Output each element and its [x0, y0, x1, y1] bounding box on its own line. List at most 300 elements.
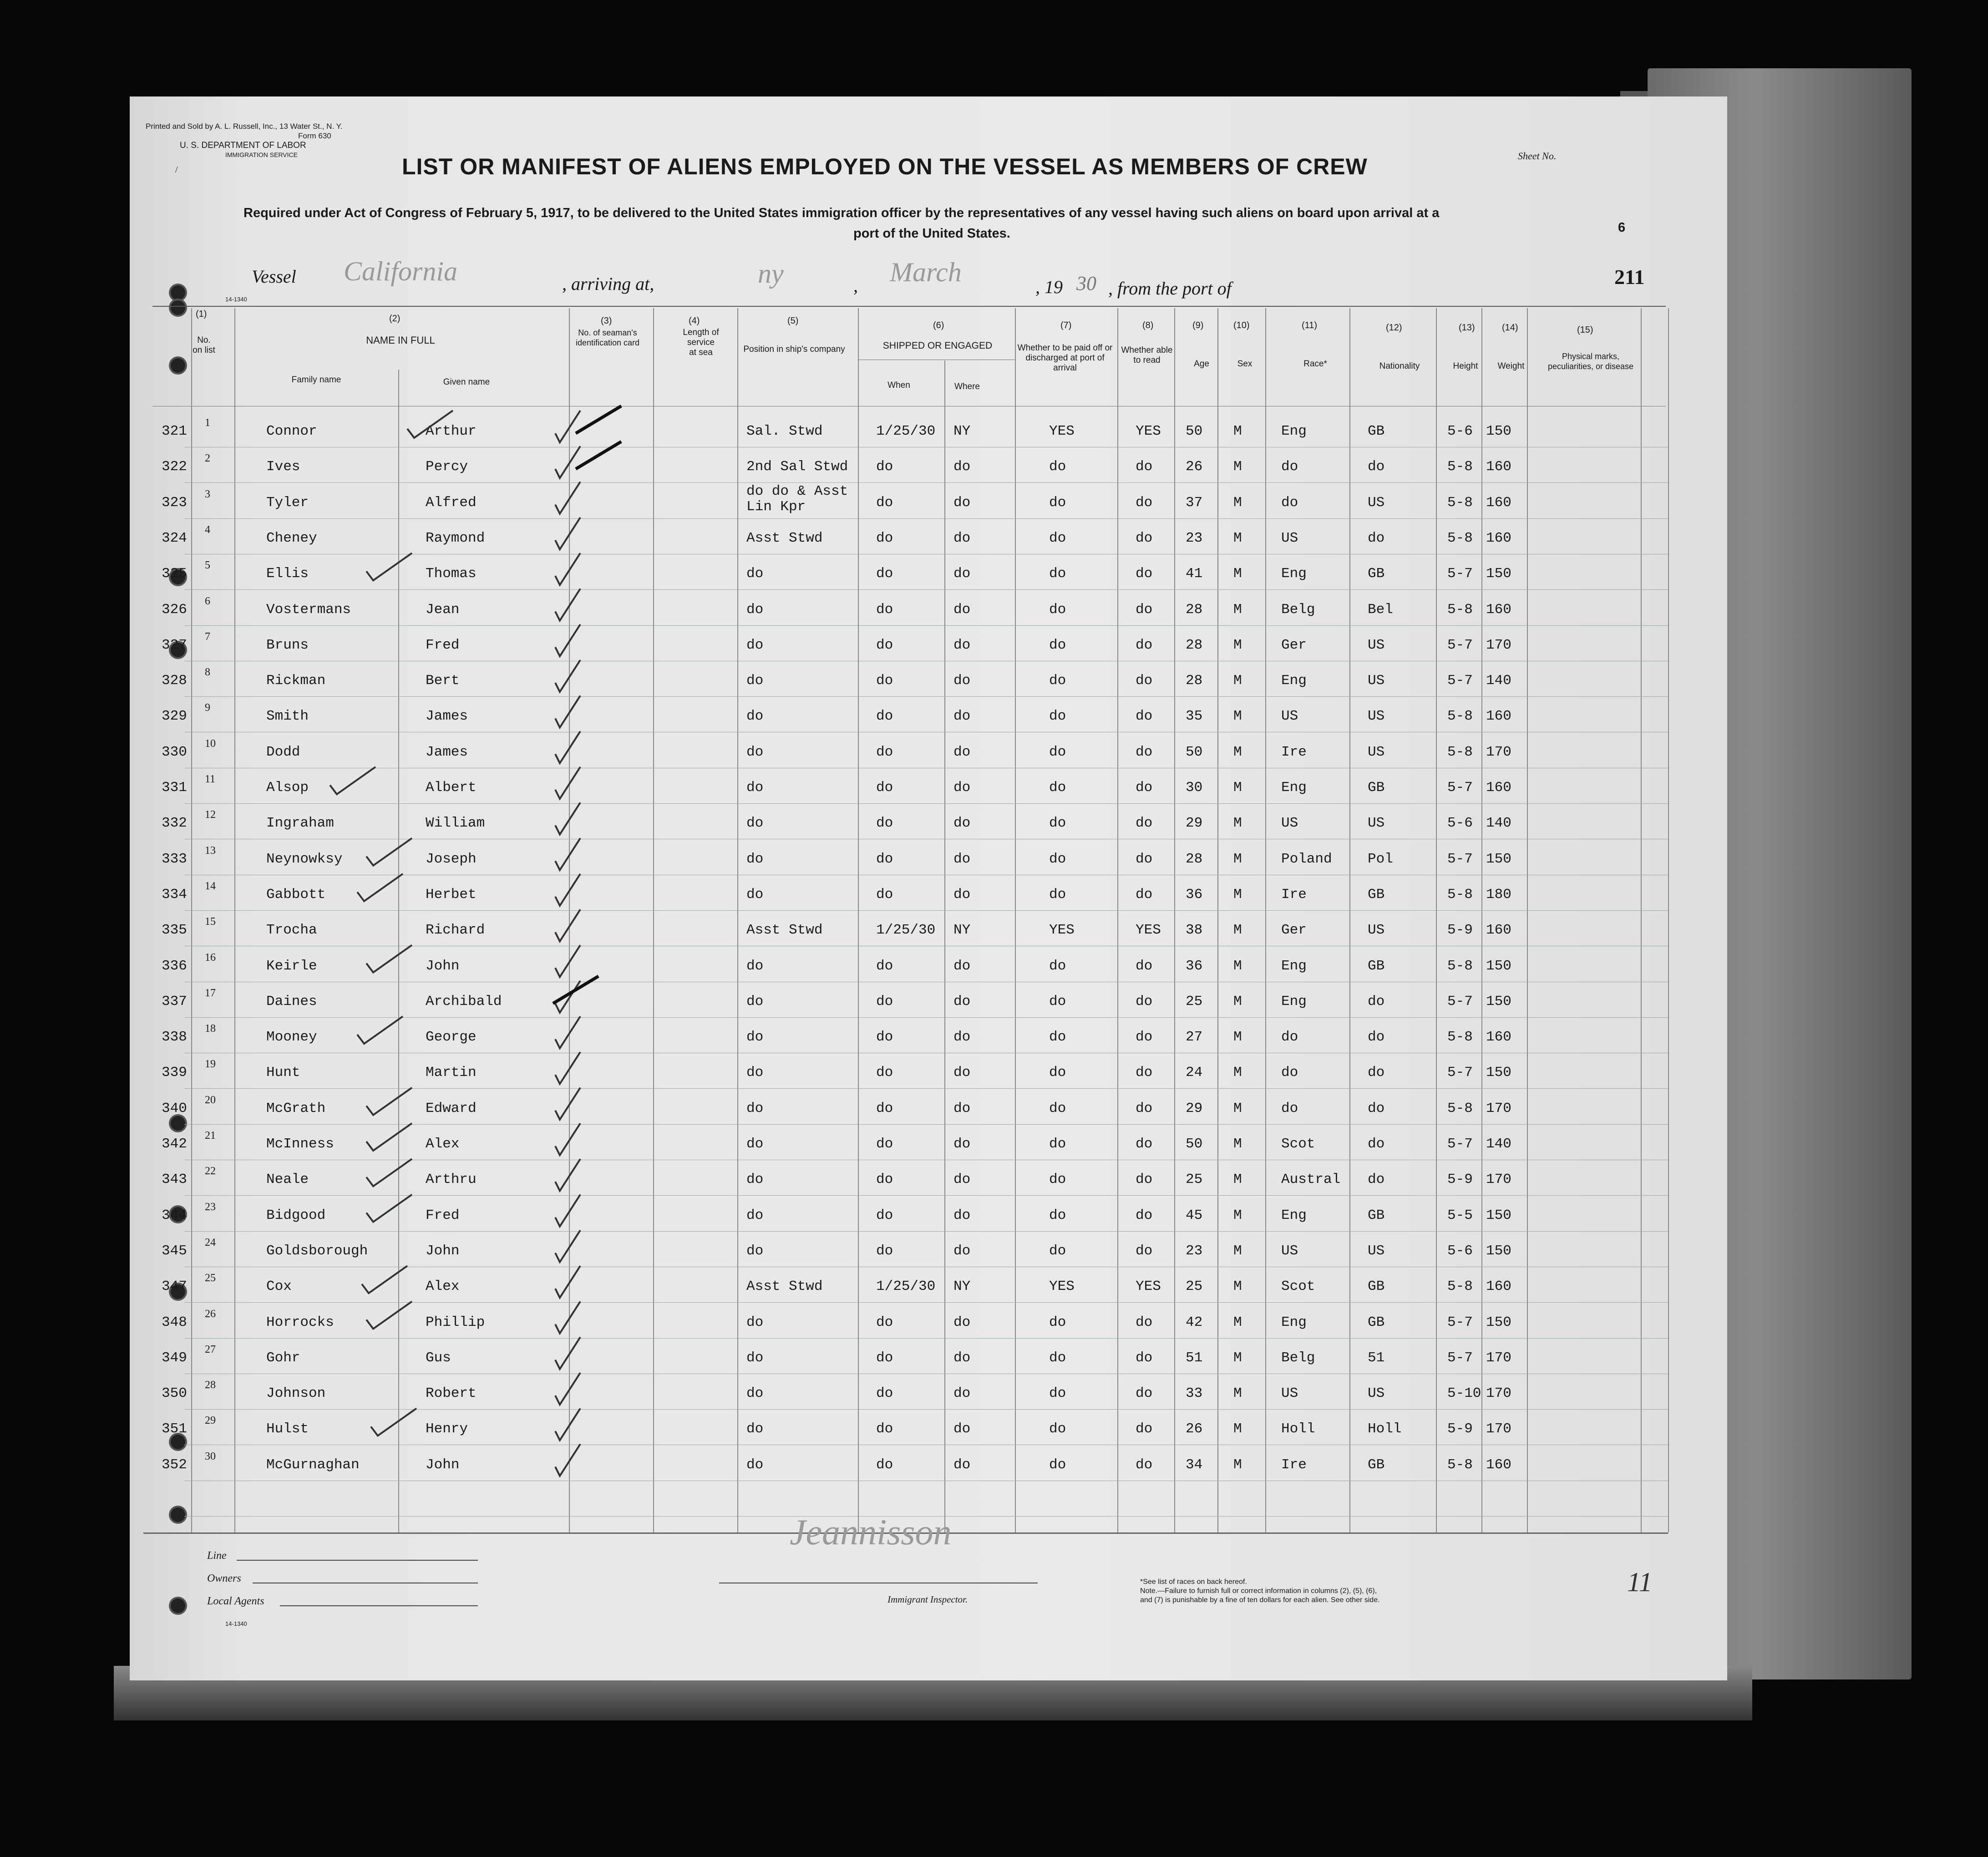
shipped-where: NY	[953, 922, 971, 939]
col-head-when: When	[888, 381, 910, 390]
weight: 170	[1486, 744, 1511, 760]
line-number: 21	[205, 1130, 216, 1142]
weight: 160	[1486, 1029, 1511, 1045]
age: 36	[1186, 958, 1203, 974]
col-head-shipped: SHIPPED OR ENGAGED	[882, 340, 993, 351]
nationality: do	[1368, 1029, 1385, 1045]
position: do	[746, 708, 764, 725]
able-to-read: do	[1136, 708, 1153, 725]
given-name: John	[426, 958, 460, 974]
age: 25	[1186, 1279, 1203, 1295]
height: 5-10	[1447, 1385, 1481, 1402]
check-mark	[555, 482, 580, 514]
position: do	[746, 637, 764, 653]
position: 2nd Sal Stwd	[746, 459, 848, 475]
weight: 150	[1486, 1314, 1511, 1330]
weight: 160	[1486, 1456, 1511, 1473]
position: do	[746, 851, 764, 867]
nationality: US	[1368, 494, 1385, 511]
given-name: Martin	[426, 1065, 477, 1081]
able-to-read: do	[1136, 993, 1153, 1010]
check-mark	[555, 1016, 580, 1048]
height: 5-7	[1447, 993, 1473, 1010]
col-head-name: NAME IN FULL	[366, 335, 435, 346]
weight: 140	[1486, 673, 1511, 689]
check-mark	[555, 909, 580, 941]
position: do	[746, 566, 764, 582]
race: US	[1281, 1385, 1298, 1402]
position: do	[746, 1456, 764, 1473]
col-num-1: (1)	[196, 309, 207, 319]
check-mark	[555, 1230, 580, 1262]
footer-agents-rule	[280, 1605, 478, 1606]
weight: 140	[1486, 1136, 1511, 1152]
race: do	[1281, 1100, 1298, 1116]
paid-off: YES	[1049, 922, 1075, 939]
race: Eng	[1281, 673, 1307, 689]
col-head-where: Where	[954, 382, 980, 391]
family-name: Tyler	[266, 494, 309, 511]
line-number: 5	[205, 559, 210, 572]
height: 5-8	[1447, 744, 1473, 760]
check-mark	[555, 1195, 580, 1227]
weight: 160	[1486, 780, 1511, 796]
able-to-read: do	[1136, 958, 1153, 974]
race: Belg	[1281, 1350, 1315, 1366]
sex: M	[1233, 1385, 1242, 1402]
able-to-read: do	[1136, 1385, 1153, 1402]
check-mark	[555, 981, 580, 1013]
nationality: do	[1368, 993, 1385, 1010]
weight: 160	[1486, 601, 1511, 618]
serial-number: 349	[162, 1350, 187, 1366]
given-name: Fred	[426, 637, 460, 653]
paid-off: do	[1049, 1207, 1066, 1223]
serial-number: 339	[162, 1065, 187, 1081]
line-number: 25	[205, 1272, 216, 1284]
family-name: Alsop	[266, 780, 309, 796]
able-to-read: do	[1136, 1243, 1153, 1259]
given-name: Arthur	[426, 423, 477, 439]
position: Asst Stwd	[746, 1279, 823, 1295]
able-to-read: do	[1136, 601, 1153, 618]
check-mark	[555, 874, 580, 906]
pen-stroke	[553, 976, 598, 1004]
check-mark	[555, 518, 580, 549]
shipped-when: do	[876, 637, 893, 653]
nationality: GB	[1368, 886, 1385, 903]
nationality: 51	[1368, 1350, 1385, 1366]
position: Asst Stwd	[746, 530, 823, 546]
sheet-number: 6	[1618, 220, 1626, 235]
check-mark	[357, 874, 403, 901]
race: Ire	[1281, 1456, 1307, 1473]
position: do	[746, 1314, 764, 1330]
age: 35	[1186, 708, 1203, 725]
able-to-read: do	[1136, 1350, 1153, 1366]
position: do	[746, 601, 764, 618]
family-name: Bruns	[266, 637, 309, 653]
age: 30	[1186, 780, 1203, 796]
serial-number: 348	[162, 1314, 187, 1330]
shipped-where: do	[953, 459, 971, 475]
age: 41	[1186, 566, 1203, 582]
col-num-4: (4)	[689, 316, 700, 326]
weight: 150	[1486, 851, 1511, 867]
race: Ger	[1281, 922, 1307, 939]
shipped-when: do	[876, 1207, 893, 1223]
check-mark	[555, 1266, 580, 1298]
sex: M	[1233, 494, 1242, 511]
given-name: Richard	[426, 922, 485, 939]
col-head-nationality: Nationality	[1379, 361, 1420, 371]
age: 24	[1186, 1065, 1203, 1081]
race: do	[1281, 1065, 1298, 1081]
shipped-where: do	[953, 530, 971, 546]
line-number: 16	[205, 951, 216, 964]
given-name: George	[426, 1029, 477, 1045]
given-name: Herbet	[426, 886, 477, 903]
given-name: Jean	[426, 601, 460, 618]
given-name: Gus	[426, 1350, 451, 1366]
shipped-where: do	[953, 601, 971, 618]
age: 34	[1186, 1456, 1203, 1473]
height: 5-6	[1447, 815, 1473, 832]
page-title: LIST OR MANIFEST OF ALIENS EMPLOYED ON THE VESSEL AS MEMBERS OF CREW	[402, 154, 1368, 179]
check-mark	[555, 1373, 580, 1405]
line-number: 24	[205, 1236, 216, 1248]
able-to-read: do	[1136, 780, 1153, 796]
position: do	[746, 673, 764, 689]
paid-off: YES	[1049, 423, 1075, 439]
footer-owners-label: Owners	[207, 1573, 241, 1584]
able-to-read: do	[1136, 1207, 1153, 1223]
inspector-signature: Jeannisson	[790, 1512, 952, 1553]
pen-stroke	[576, 441, 621, 469]
paid-off: do	[1049, 637, 1066, 653]
line-number: 19	[205, 1058, 216, 1071]
col-num-7: (7)	[1060, 320, 1072, 330]
weight: 170	[1486, 1385, 1511, 1402]
position: do	[746, 744, 764, 760]
serial-number: 338	[162, 1029, 187, 1045]
family-name: Connor	[266, 423, 317, 439]
shipped-where: do	[953, 494, 971, 511]
height: 5-8	[1447, 530, 1473, 546]
form-code: 14-1340	[225, 296, 247, 303]
service: IMMIGRATION SERVICE	[225, 151, 298, 158]
check-mark	[555, 1159, 580, 1191]
family-name: Trocha	[266, 922, 317, 939]
shipped-where: do	[953, 815, 971, 832]
height: 5-7	[1447, 1314, 1473, 1330]
height: 5-9	[1447, 922, 1473, 939]
footer-form-code: 14-1340	[225, 1620, 247, 1627]
given-name: Thomas	[426, 566, 477, 582]
check-mark	[555, 553, 580, 585]
given-name: John	[426, 1456, 460, 1473]
col-head-read: Whether able to read	[1121, 345, 1173, 365]
sex: M	[1233, 1065, 1242, 1081]
given-name: Fred	[426, 1207, 460, 1223]
race: do	[1281, 1029, 1298, 1045]
col-num-5: (5)	[787, 316, 799, 326]
check-mark	[362, 1266, 407, 1293]
weight: 160	[1486, 459, 1511, 475]
sex: M	[1233, 530, 1242, 546]
sex: M	[1233, 744, 1242, 760]
given-name: Edward	[426, 1100, 477, 1116]
weight: 160	[1486, 1279, 1511, 1295]
race: Holl	[1281, 1421, 1315, 1437]
shipped-where: do	[953, 1029, 971, 1045]
check-mark	[371, 1408, 416, 1436]
paid-off: do	[1049, 673, 1066, 689]
serial-number: 326	[162, 601, 187, 618]
age: 26	[1186, 1421, 1203, 1437]
given-name: Archibald	[426, 993, 502, 1010]
given-name: James	[426, 708, 468, 725]
race: Scot	[1281, 1136, 1315, 1152]
paid-off: do	[1049, 744, 1066, 760]
position: do	[746, 1385, 764, 1402]
col-head-id-card: No. of seaman's identification card	[575, 328, 640, 347]
nationality: Pol	[1368, 851, 1393, 867]
able-to-read: do	[1136, 1456, 1153, 1473]
paid-off: do	[1049, 601, 1066, 618]
col-num-11: (11)	[1302, 320, 1318, 330]
family-name: Rickman	[266, 673, 326, 689]
age: 27	[1186, 1029, 1203, 1045]
col-head-height: Height	[1453, 361, 1478, 371]
given-name: Raymond	[426, 530, 485, 546]
age: 38	[1186, 922, 1203, 939]
serial-number: 343	[162, 1172, 187, 1188]
paid-off: do	[1049, 993, 1066, 1010]
vessel-label: Vessel	[252, 266, 296, 287]
height: 5-7	[1447, 780, 1473, 796]
able-to-read: do	[1136, 815, 1153, 832]
check-mark	[555, 1123, 580, 1155]
race: US	[1281, 530, 1298, 546]
height: 5-8	[1447, 886, 1473, 903]
height: 5-8	[1447, 494, 1473, 511]
nationality: GB	[1368, 1314, 1385, 1330]
shipped-when: do	[876, 815, 893, 832]
line-number: 14	[205, 880, 216, 892]
family-name: Dodd	[266, 744, 300, 760]
able-to-read: do	[1136, 886, 1153, 903]
able-to-read: do	[1136, 1421, 1153, 1437]
footer-note-races: *See list of races on back hereof.	[1140, 1578, 1247, 1586]
height: 5-7	[1447, 1350, 1473, 1366]
serial-number: 333	[162, 851, 187, 867]
shipped-when: do	[876, 601, 893, 618]
weight: 170	[1486, 1421, 1511, 1437]
nationality: US	[1368, 815, 1385, 832]
height: 5-7	[1447, 566, 1473, 582]
shipped-where: do	[953, 1207, 971, 1223]
vessel-name: California	[344, 256, 458, 286]
line-number: 15	[205, 916, 216, 928]
line-number: 7	[205, 630, 210, 643]
age: 42	[1186, 1314, 1203, 1330]
page-mark: 11	[1627, 1567, 1653, 1597]
check-mark	[555, 1408, 580, 1440]
height: 5-7	[1447, 673, 1473, 689]
col-num-8: (8)	[1142, 320, 1154, 330]
given-name: Phillip	[426, 1314, 485, 1330]
weight: 150	[1486, 993, 1511, 1010]
weight: 150	[1486, 958, 1511, 974]
race: Eng	[1281, 780, 1307, 796]
serial-number: 322	[162, 459, 187, 475]
sheet-label: Sheet No.	[1518, 150, 1557, 162]
weight: 180	[1486, 886, 1511, 903]
shipped-when: 1/25/30	[876, 922, 936, 939]
able-to-read: do	[1136, 673, 1153, 689]
weight: 160	[1486, 494, 1511, 511]
sex: M	[1233, 780, 1242, 796]
shipped-when: do	[876, 780, 893, 796]
paid-off: do	[1049, 1065, 1066, 1081]
position: do	[746, 780, 764, 796]
col-num-14: (14)	[1502, 323, 1518, 333]
printer-line: Printed and Sold by A. L. Russell, Inc., 13 Water St., N. Y.	[146, 122, 343, 131]
race: do	[1281, 494, 1298, 511]
family-name: Goldsborough	[266, 1243, 368, 1259]
family-name: Neale	[266, 1172, 309, 1188]
shipped-when: do	[876, 1029, 893, 1045]
subtitle-line-1: Required under Act of Congress of February 5, 1917, to be delivered to the United States immigration officer by the representatives of any vessel having such aliens on board upon arrival at a	[243, 206, 1440, 220]
sex: M	[1233, 1421, 1242, 1437]
race: US	[1281, 815, 1298, 832]
shipped-when: do	[876, 1421, 893, 1437]
family-name: Gabbott	[266, 886, 326, 903]
line-number: 27	[205, 1343, 216, 1355]
family-name: Horrocks	[266, 1314, 334, 1330]
height: 5-9	[1447, 1421, 1473, 1437]
age: 28	[1186, 637, 1203, 653]
manifest-sheet	[130, 96, 1727, 1680]
nationality: do	[1368, 1136, 1385, 1152]
sex: M	[1233, 958, 1242, 974]
serial-number: 331	[162, 780, 187, 796]
check-mark	[555, 767, 580, 799]
family-name: Cheney	[266, 530, 317, 546]
shipped-when: do	[876, 993, 893, 1010]
check-mark	[366, 1123, 412, 1151]
able-to-read: do	[1136, 744, 1153, 760]
given-name: William	[426, 815, 485, 832]
shipped-where: do	[953, 673, 971, 689]
line-number: 2	[205, 452, 210, 465]
paid-off: do	[1049, 1172, 1066, 1188]
given-name: Alex	[426, 1136, 460, 1152]
sex: M	[1233, 993, 1242, 1010]
line-number: 6	[205, 595, 210, 607]
check-mark	[555, 446, 580, 478]
shipped-where: do	[953, 1172, 971, 1188]
col-head-position: Position in ship's company	[743, 345, 845, 354]
col-head-family: Family name	[291, 375, 341, 385]
paid-off: do	[1049, 1456, 1066, 1473]
shipped-when: do	[876, 886, 893, 903]
shipped-when: do	[876, 744, 893, 760]
height: 5-9	[1447, 1172, 1473, 1188]
check-mark	[366, 945, 412, 973]
family-name: Hulst	[266, 1421, 309, 1437]
shipped-when: do	[876, 1100, 893, 1116]
check-mark	[366, 1195, 412, 1222]
shipped-where: do	[953, 886, 971, 903]
serial-number: 334	[162, 886, 187, 903]
serial-number: 345	[162, 1243, 187, 1259]
sex: M	[1233, 1314, 1242, 1330]
sex: M	[1233, 1100, 1242, 1116]
shipped-where: do	[953, 744, 971, 760]
paid-off: do	[1049, 1100, 1066, 1116]
height: 5-8	[1447, 1100, 1473, 1116]
able-to-read: do	[1136, 1172, 1153, 1188]
family-name: Daines	[266, 993, 317, 1010]
year-value: 30	[1076, 272, 1096, 294]
line-number: 13	[205, 844, 216, 857]
shipped-where: do	[953, 566, 971, 582]
check-mark	[555, 945, 580, 977]
weight: 150	[1486, 566, 1511, 582]
line-number: 18	[205, 1023, 216, 1035]
shipped-when: do	[876, 1172, 893, 1188]
height: 5-6	[1447, 1243, 1473, 1259]
check-mark	[366, 1302, 412, 1329]
line-number: 10	[205, 737, 216, 750]
family-name: Cox	[266, 1279, 292, 1295]
shipped-where: do	[953, 1065, 971, 1081]
check-mark	[366, 1088, 412, 1115]
family-name: McGurnaghan	[266, 1456, 360, 1473]
footer-line-rule	[237, 1560, 478, 1561]
height: 5-8	[1447, 601, 1473, 618]
family-name: Johnson	[266, 1385, 326, 1402]
serial-number: 347	[162, 1279, 187, 1295]
able-to-read: do	[1136, 566, 1153, 582]
year-label: , 19	[1035, 277, 1063, 297]
serial-number: 325	[162, 566, 187, 582]
age: 26	[1186, 459, 1203, 475]
sex: M	[1233, 815, 1242, 832]
family-name: Bidgood	[266, 1207, 326, 1223]
given-name: Alex	[426, 1279, 460, 1295]
line-number: 12	[205, 809, 216, 821]
position: do	[746, 1350, 764, 1366]
check-mark	[555, 695, 580, 727]
given-name: John	[426, 1243, 460, 1259]
weight: 160	[1486, 708, 1511, 725]
serial-number: 342	[162, 1136, 187, 1152]
race: Eng	[1281, 993, 1307, 1010]
sex: M	[1233, 851, 1242, 867]
weight: 170	[1486, 637, 1511, 653]
nationality: Holl	[1368, 1421, 1402, 1437]
height: 5-8	[1447, 1456, 1473, 1473]
line-number: 30	[205, 1450, 216, 1462]
position: do	[746, 1243, 764, 1259]
page-number: 211	[1614, 265, 1645, 289]
col-head-paid-off: Whether to be paid off or discharged at port of arrival	[1017, 343, 1113, 373]
nationality: US	[1368, 1243, 1385, 1259]
height: 5-7	[1447, 851, 1473, 867]
